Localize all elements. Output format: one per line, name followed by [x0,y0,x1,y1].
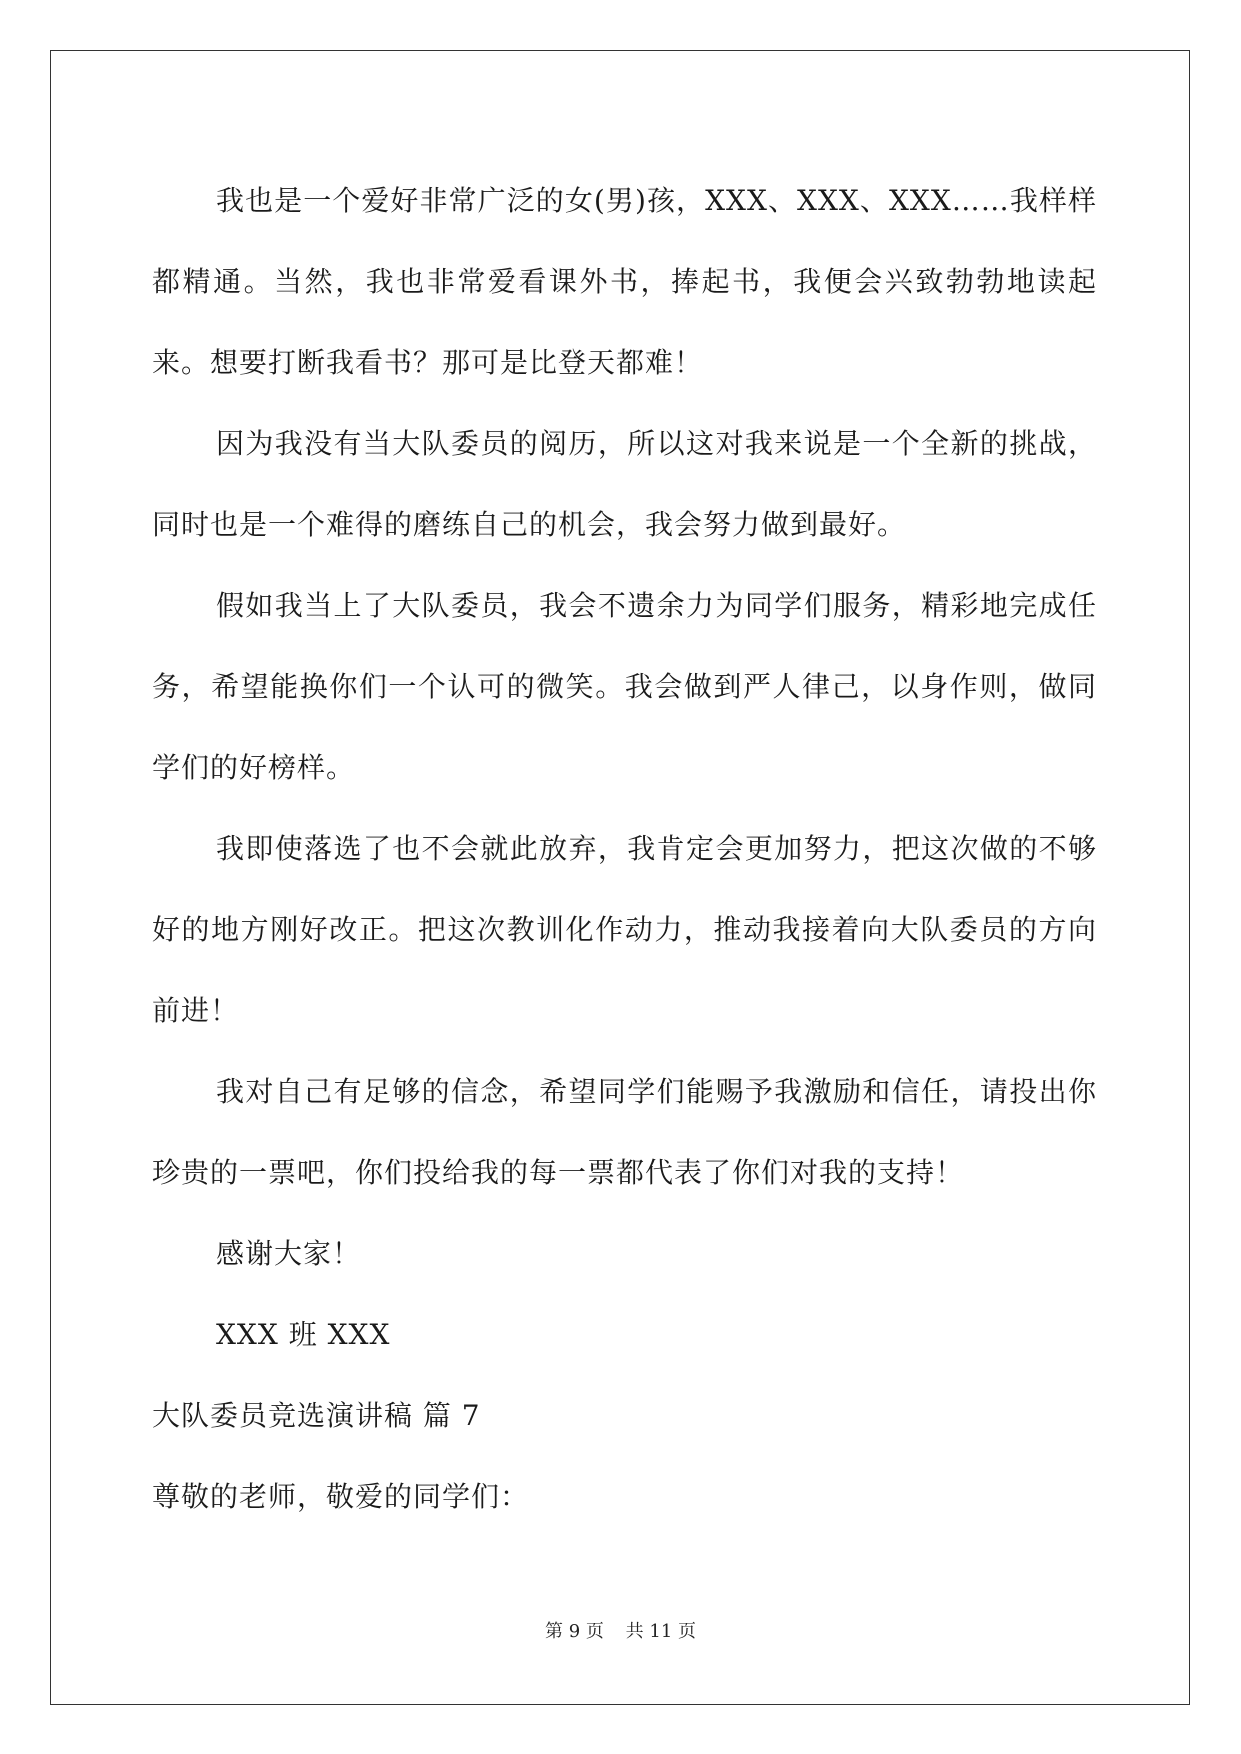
paragraph-vote-request: 我对自己有足够的信念，希望同学们能赐予我激励和信任，请投出你珍贵的一票吧，你们投给我的每一票都代表了你们对我的支持！ [152,1075,1097,1189]
signature-line: XXX 班 XXX [216,1318,391,1351]
page-number-current: 第 9 页 [545,1621,604,1642]
paragraph-if-not-elected: 我即使落选了也不会就此放弃，我肯定会更加努力，把这次做的不够好的地方刚好改正。把这次教训化作动力，推动我接着向大队委员的方向前进！ [152,832,1097,1027]
page-number-total: 共 11 页 [625,1621,696,1642]
section-title: 大队委员竞选演讲稿 篇 7 [152,1399,481,1432]
paragraph-hobbies: 我也是一个爱好非常广泛的女(男)孩，XXX、XXX、XXX……我样样都精通。当然，我也非常爱看课外书，捧起书，我便会兴致勃勃地读起来。想要打断我看书？那可是比登天都难！ [152,184,1097,379]
paragraph-thanks: 感谢大家！ [216,1237,362,1270]
document-body [152,160,1097,1537]
paragraph-if-elected: 假如我当上了大队委员，我会不遗余力为同学们服务，精彩地完成任务，希望能换你们一个认可的微笑。我会做到严人律己，以身作则，做同学们的好榜样。 [152,589,1097,784]
paragraph-challenge: 因为我没有当大队委员的阅历，所以这对我来说是一个全新的挑战，同时也是一个难得的磨练自己的机会，我会努力做到最好。 [152,427,1097,541]
page-footer [0,1620,1241,1644]
salutation: 尊敬的老师，敬爱的同学们： [152,1480,530,1513]
